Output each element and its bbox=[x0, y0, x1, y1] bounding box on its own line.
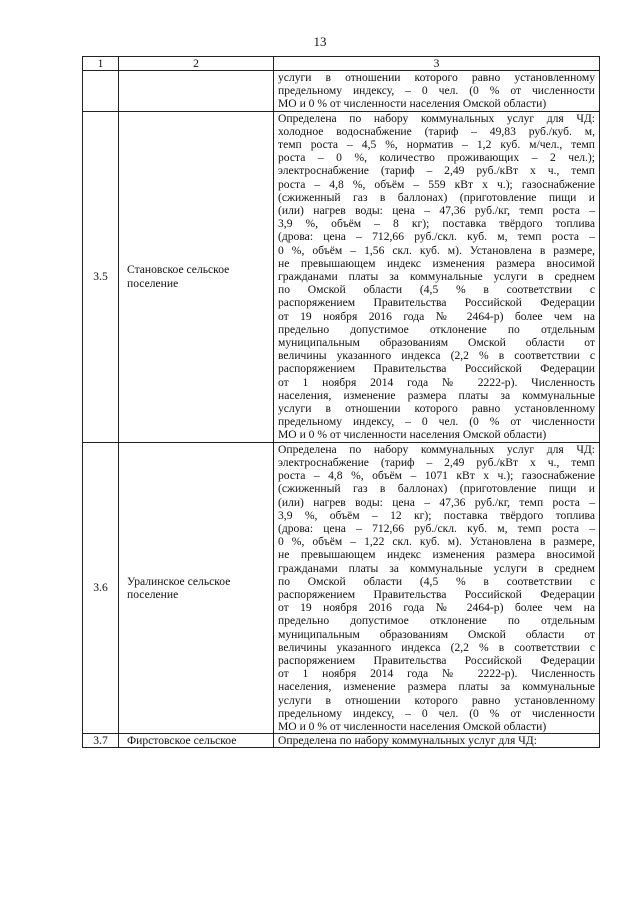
description-line: гражданами платы за коммунальные услуги в среднем bbox=[278, 270, 595, 284]
description-line: не превышающем индекс изменения размера вносимой bbox=[278, 548, 595, 562]
description-line: Определена по набору коммунальных услуг для ЧД: bbox=[278, 111, 595, 125]
description-line: от 1 ноября 2014 года № 2222-р). Численность bbox=[278, 375, 595, 389]
header-col-2: 2 bbox=[119, 57, 274, 71]
header-col-3: 3 bbox=[274, 57, 600, 71]
settlement-name-line: поселение bbox=[127, 276, 179, 290]
row-number: 3.7 bbox=[83, 734, 119, 748]
description-cell bbox=[274, 111, 600, 442]
settlement-name-line: Фирстовское сельское bbox=[127, 734, 237, 748]
table-header-row bbox=[83, 57, 600, 71]
settlement-name bbox=[119, 111, 274, 442]
description-line: гражданами платы за коммунальные услуги в среднем bbox=[278, 561, 595, 575]
description-cell bbox=[274, 71, 600, 112]
settlement-name bbox=[119, 71, 274, 112]
settlement-name-line: Становское сельское bbox=[127, 263, 230, 277]
description-line: МО и 0 % от численности населения Омской области) bbox=[278, 428, 547, 442]
description-line: темп роста – 4,5 %, норматив – 1,2 куб. м/чел., темп bbox=[278, 138, 595, 152]
description-cell bbox=[274, 734, 600, 748]
description-line: 0 %, объём – 1,56 скл. куб. м). Установлена в размере, bbox=[278, 243, 595, 257]
table-row bbox=[83, 442, 600, 733]
description-line: предельному индексу, – 0 чел. (0 % от численности bbox=[278, 706, 595, 720]
settlement-name-line: Уралинское сельское bbox=[127, 574, 231, 588]
description-line: не превышающем индекс изменения размера вносимой bbox=[278, 256, 595, 270]
description-line: населения, изменение размера платы за коммунальные bbox=[278, 680, 595, 694]
description-line: услуги в отношении которого равно установленному bbox=[278, 71, 595, 84]
description-line: предельно допустимое отклонение по отдельным bbox=[278, 614, 595, 628]
description-line: по Омской области (4,5 % в соответствии с bbox=[278, 283, 595, 297]
row-number: 3.6 bbox=[83, 442, 119, 733]
description-line: (или) нагрев воды: цена – 47,36 руб./кг, темп роста – bbox=[278, 204, 595, 218]
data-table bbox=[82, 56, 600, 748]
description-line: (или) нагрев воды: цена – 47,36 руб./кг, темп роста – bbox=[278, 495, 595, 509]
description-line: холодное водоснабжение (тариф – 49,83 руб./куб. м, bbox=[278, 124, 595, 138]
description-line: предельно допустимое отклонение по отдельным bbox=[278, 322, 595, 336]
description-line: Определена по набору коммунальных услуг для ЧД: bbox=[278, 442, 595, 456]
table-row bbox=[83, 111, 600, 442]
row-number bbox=[83, 71, 119, 112]
page-number: 13 bbox=[313, 34, 327, 49]
description-line: (дрова: цена – 712,66 руб./скл. куб. м, темп роста – bbox=[278, 521, 595, 535]
description-line: распоряжением Правительства Российской Федерации bbox=[278, 653, 595, 667]
description-line: муниципальным образованиям Омской области от bbox=[278, 336, 595, 350]
header-col-1: 1 bbox=[83, 57, 119, 71]
table-row bbox=[83, 734, 600, 748]
description-line: электроснабжение (тариф – 2,49 руб./кВт х ч., темп bbox=[278, 164, 595, 178]
description-line: величины указанного индекса (2,2 % в соответствии с bbox=[278, 640, 595, 654]
description-line: 3,9 %, объём – 12 кг); поставка твёрдого топлива bbox=[278, 508, 595, 522]
description-line: распоряжением Правительства Российской Федерации bbox=[278, 296, 595, 310]
settlement-name-line: поселение bbox=[127, 587, 179, 601]
settlement-name bbox=[119, 734, 274, 748]
description-line: (дрова: цена – 712,66 руб./скл. куб. м, темп роста – bbox=[278, 230, 595, 244]
description-line: Определена по набору коммунальных услуг для ЧД: bbox=[278, 734, 537, 748]
description-line: распоряжением Правительства Российской Федерации bbox=[278, 587, 595, 601]
description-line: населения, изменение размера платы за коммунальные bbox=[278, 388, 595, 402]
description-line: услуги в отношении которого равно установленному bbox=[278, 693, 595, 707]
description-cell bbox=[274, 442, 600, 733]
description-line: услуги в отношении которого равно установленному bbox=[278, 402, 595, 416]
description-line: МО и 0 % от численности населения Омской области) bbox=[278, 719, 547, 733]
description-line: (сжиженный газ в баллонах) (приготовление пищи и bbox=[278, 190, 595, 204]
description-line: 3,9 %, объём – 8 кг); поставка твёрдого топлива bbox=[278, 217, 595, 231]
description-line: МО и 0 % от численности населения Омской области) bbox=[278, 97, 547, 111]
description-line: роста – 4,8 %, объём – 1071 кВт х ч.); газоснабжение bbox=[278, 469, 595, 483]
description-line: от 19 ноября 2016 года № 2464-р) более чем на bbox=[278, 309, 595, 323]
description-line: электроснабжение (тариф – 2,49 руб./кВт х ч., темп bbox=[278, 455, 595, 469]
settlement-name bbox=[119, 442, 274, 733]
row-number: 3.5 bbox=[83, 111, 119, 442]
description-line: по Омской области (4,5 % в соответствии с bbox=[278, 574, 595, 588]
description-line: роста – 0 %, количество проживающих – 2 чел.); bbox=[278, 151, 595, 165]
description-line: роста – 4,8 %, объём – 559 кВт х ч.); газоснабжение bbox=[278, 177, 595, 191]
description-line: предельному индексу, – 0 чел. (0 % от численности bbox=[278, 84, 595, 98]
description-line: от 1 ноября 2014 года № 2222-р). Численность bbox=[278, 667, 595, 681]
description-line: 0 %, объём – 1,22 скл. куб. м). Установлена в размере, bbox=[278, 535, 595, 549]
description-line: величины указанного индекса (2,2 % в соответствии с bbox=[278, 349, 595, 363]
table-body bbox=[83, 71, 600, 748]
description-line: от 19 ноября 2016 года № 2464-р) более чем на bbox=[278, 601, 595, 615]
description-line: муниципальным образованиям Омской области от bbox=[278, 627, 595, 641]
table-row bbox=[83, 71, 600, 112]
description-line: предельному индексу, – 0 чел. (0 % от численности bbox=[278, 415, 595, 429]
description-line: (сжиженный газ в баллонах) (приготовление пищи и bbox=[278, 482, 595, 496]
description-line: распоряжением Правительства Российской Федерации bbox=[278, 362, 595, 376]
